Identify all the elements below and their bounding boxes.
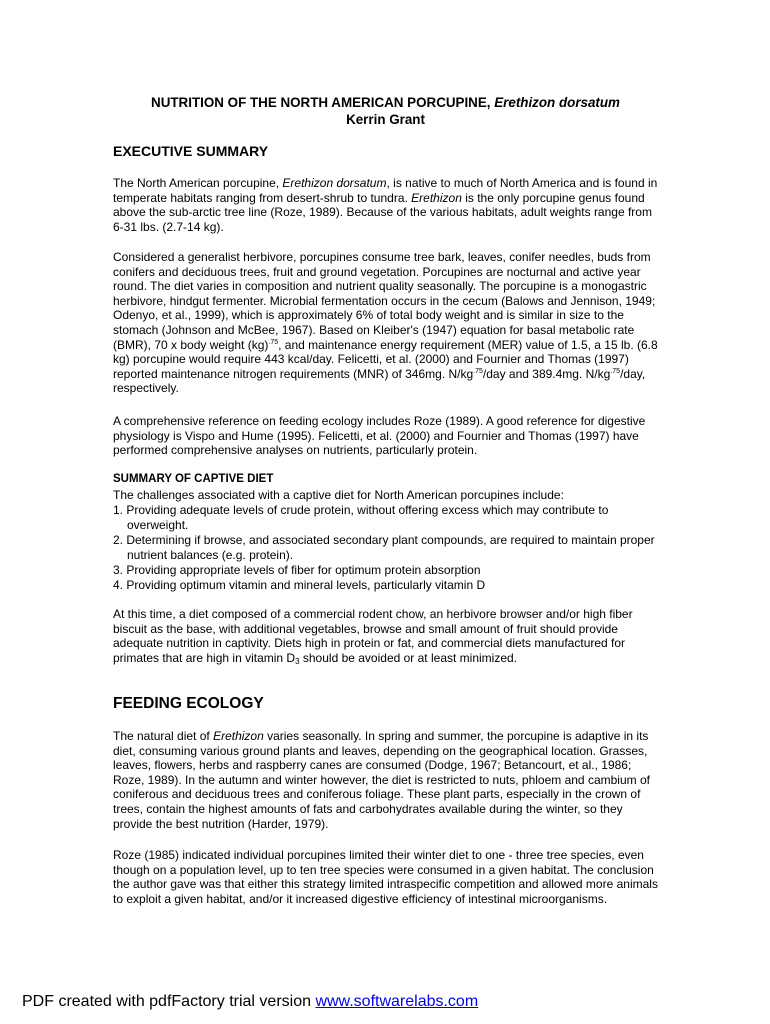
title-species: Erethizon dorsatum xyxy=(494,95,620,110)
list-item: 1. Providing adequate levels of crude protein, without offering excess which may contribute to overweight. xyxy=(113,503,609,532)
pdf-footer: PDF created with pdfFactory trial version www.softwarelabs.com xyxy=(22,993,479,1010)
exec-summary-paragraph-1: The North American porcupine, Erethizon dorsatum, is native to much of North America and is found in temperate habitats ranging from desert-shrub to tundra. Erethizon is the only porcupine genus found above the sub-arctic tree line (Roze, 1989). Because of the various habitats, adult weights range from 6-31 lbs. (2.7-14 kg). xyxy=(113,176,658,234)
exec-summary-paragraph-3: A comprehensive reference on feeding ecology includes Roze (1989). A good reference for digestive physiology is Vispo and Hume (1995). Felicetti, et al. (2000) and Fournier and Thomas (1997) have performed comprehensive analyses on nutrients, particularly protein. xyxy=(113,414,646,458)
list-item: 2. Determining if browse, and associated secondary plant compounds, are required to maintain proper nutrient balances (e.g. protein). xyxy=(113,533,655,562)
softwarelabs-link[interactable]: www.softwarelabs.com xyxy=(315,993,479,1010)
captive-diet-intro: The challenges associated with a captive diet for North American porcupines include: xyxy=(113,488,564,502)
list-item: 4. Providing optimum vitamin and mineral levels, particularly vitamin D xyxy=(113,578,486,592)
executive-summary-heading: EXECUTIVE SUMMARY xyxy=(113,143,269,159)
feeding-ecology-paragraph-1: The natural diet of Erethizon varies seasonally. In spring and summer, the porcupine is adaptive in its diet, consuming various ground plants and leaves, depending on the geographical location. Grasses, leaves, flowers, herbs and raspberry canes are consumed (Dodge, 1967; Betancourt, et al., 1986; Roze, 1989). In the autumn and winter however, the diet is restricted to nuts, phloem and cambium of coniferous and deciduous trees and coniferous foliage. These plant parts, especially in the crown of trees, contain the highest amounts of fats and carbohydrates available during the winter, so they provide the best nutrition (Harder, 1979). xyxy=(113,729,650,831)
document-title xyxy=(113,94,658,128)
feeding-ecology-paragraph-2: Roze (1985) indicated individual porcupines limited their winter diet to one - three tree species, even though on a population level, up to ten tree species were consumed in a given habitat. The conclusion the author gave was that either this strategy limited intraspecific competition and allowed more animals to exploit a given habitat, and/or it increased digestive efficiency of intestinal microorganisms. xyxy=(113,848,658,906)
author: Kerrin Grant xyxy=(346,112,425,127)
title-line: NUTRITION OF THE NORTH AMERICAN PORCUPINE, Erethizon dorsatum xyxy=(151,95,620,110)
feeding-ecology-heading: FEEDING ECOLOGY xyxy=(113,695,264,712)
captive-diet-heading: SUMMARY OF CAPTIVE DIET xyxy=(113,473,274,485)
list-item: 3. Providing appropriate levels of fiber for optimum protein absorption xyxy=(113,563,481,577)
exec-summary-paragraph-2: Considered a generalist herbivore, porcupines consume tree bark, leaves, conifer needles, buds from conifers and deciduous trees, fruit and ground vegetation. Porcupines are nocturnal and active year round. The diet varies in composition and nutrient quality seasonally. The porcupine is a monogastric herbivore, hindgut fermenter. Microbial fermentation occurs in the cecum (Balows and Jennison, 1949; Odenyo, et al., 1999), which is approximately 6% of total body weight and is similar in size to the stomach (Johnson and McBee, 1967). Based on Kleiber's (1947) equation for basal metabolic rate (BMR), 70 x body weight (kg)$^{.75}$, and maintenance energy requirement (MER) value of 1.5, a 15 lb. (6.8 kg) porcupine would require 443 kcal/day. Felicetti, et al. (2000) and Fournier and Thomas (1997) reported maintenance nitrogen requirements (MNR) of 346mg. $N/kg^{.75}$/day and 389.4mg. $N/kg^{.75}$/day, respectively. xyxy=(113,250,658,396)
captive-diet-paragraph: At this time, a diet composed of a commercial rodent chow, an herbivore browser and/or high fiber biscuit as the base, with additional vegetables, browse and small amount of fruit should provide adequate nutrition in captivity. Diets high in protein or fat, and commercial diets manufactured for primates that are high in vitamin $D_3$ should be avoided or at least minimized. xyxy=(113,607,633,666)
